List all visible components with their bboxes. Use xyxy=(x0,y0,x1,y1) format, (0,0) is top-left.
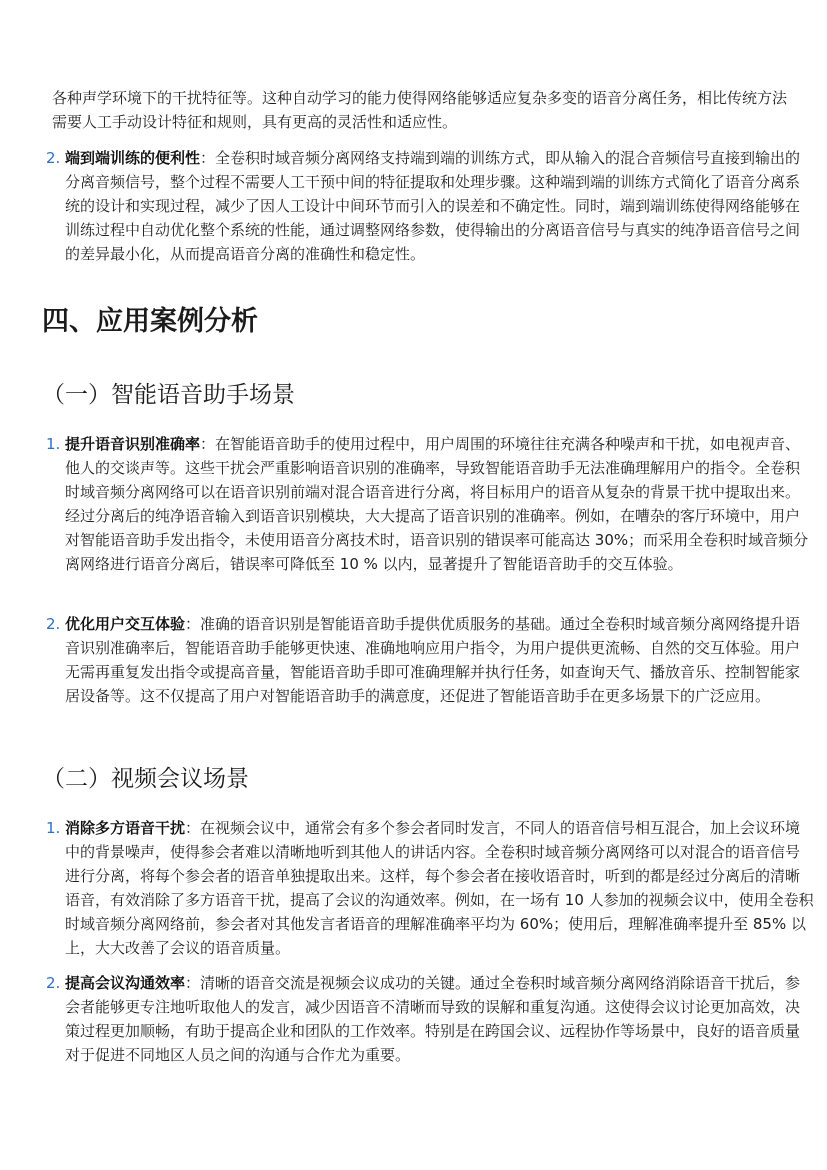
subsection-title-voice-assistant: （一）智能语音助手场景 xyxy=(42,382,295,408)
list-item-colon: ： xyxy=(200,149,216,167)
list-item-colon: ： xyxy=(200,435,216,453)
list-item-user-experience xyxy=(46,612,814,708)
list-item-colon: ： xyxy=(185,974,201,992)
list-item-lead: 提升语音识别准确率 xyxy=(65,435,201,453)
list-item-asr-accuracy xyxy=(46,432,814,576)
list-item-lead: 提高会议沟通效率 xyxy=(65,974,186,992)
list-item-body xyxy=(65,816,814,960)
list-item-body xyxy=(65,971,814,1067)
list-item-end-to-end xyxy=(46,146,814,266)
list-item-colon: ： xyxy=(185,615,201,633)
list-item-body xyxy=(65,146,814,266)
list-number: 2. xyxy=(46,615,61,633)
list-item-text: 全卷积时域音频分离网络支持端到端的训练方式，即从输入的混合音频信号直接到输出的分离音频信号，整个过程不需要人工干预中间的特征提取和处理步骤。这种端到端的训练方式简化了语音分离系统的设计和实现过程，减少了因人工设计中间环节而引入的误差和不确定性。同时，端到端训练使得网络能够在训练过程中自动优化整个系统的性能，通过调整网络参数，使得输出的分离语音信号与真实的纯净语音信号之间的差异最小化，从而提高语音分离的准确性和稳定性。 xyxy=(65,149,801,263)
list-number: 2. xyxy=(46,974,61,992)
subsection-title-video-conference: （二）视频会议场景 xyxy=(42,766,249,792)
list-item-meeting-efficiency xyxy=(46,971,814,1067)
list-number: 2. xyxy=(46,149,61,167)
list-item-colon: ： xyxy=(185,819,201,837)
list-item-text: 在视频会议中，通常会有多个参会者同时发言，不同人的语音信号相互混合，加上会议环境中的背景噪声，使得参会者难以清晰地听到其他人的讲话内容。全卷积时域音频分离网络可以对混合的语音信号进行分离，将每个参会者的语音单独提取出来。这样，每个参会者在接收语音时，听到的都是经过分离后的清晰语音，有效消除了多方语音干扰，提高了会议的沟通效率。例如，在一场有 10 人参加的视频会议中，使用全卷积时域音频分离网络前，参会者对其他发言者语音的理解准确率平均为 60%；使用后，理解准确率提升至 85% 以上，大大改善了会议的语音质量。 xyxy=(65,819,814,957)
list-item-body xyxy=(65,612,814,708)
list-item-multi-speaker xyxy=(46,816,814,960)
list-item-lead: 消除多方语音干扰 xyxy=(65,819,186,837)
list-item-lead: 优化用户交互体验 xyxy=(65,615,186,633)
list-item-lead: 端到端训练的便利性 xyxy=(65,149,201,167)
list-number: 1. xyxy=(46,435,61,453)
list-item-text: 准确的语音识别是智能语音助手提供优质服务的基础。通过全卷积时域音频分离网络提升语音识别准确率后，智能语音助手能够更快速、准确地响应用户指令，为用户提供更流畅、自然的交互体验。用户无需再重复发出指令或提高音量，智能语音助手即可准确理解并执行任务，如查询天气、播放音乐、控制智能家居设备等。这不仅提高了用户对智能语音助手的满意度，还促进了智能语音助手在更多场景下的广泛应用。 xyxy=(65,615,801,705)
list-item-text: 清晰的语音交流是视频会议成功的关键。通过全卷积时域音频分离网络消除语音干扰后，参会者能够更专注地听取他人的发言，减少因语音不清晰而导致的误解和重复沟通。这使得会议讨论更加高效，决策过程更加顺畅，有助于提高企业和团队的工作效率。特别是在跨国会议、远程协作等场景中，良好的语音质量对于促进不同地区人员之间的沟通与合作尤为重要。 xyxy=(65,974,801,1064)
list-item-text: 在智能语音助手的使用过程中，用户周围的环境往往充满各种噪声和干扰，如电视声音、他人的交谈声等。这些干扰会严重影响语音识别的准确率，导致智能语音助手无法准确理解用户的指令。全卷积时域音频分离网络可以在语音识别前端对混合语音进行分离，将目标用户的语音从复杂的背景干扰中提取出来。经过分离后的纯净语音输入到语音识别模块，大大提高了语音识别的准确率。例如，在嘈杂的客厅环境中，用户对智能语音助手发出指令，未使用语音分离技术时，语音识别的错误率可能高达 30%；而采用全卷积时域音频分离网络进行语音分离后，错误率可降低至 10 % 以内，显著提升了智能语音助手的交互体验。 xyxy=(65,435,809,573)
intro-paragraph: 各种声学环境下的干扰特征等。这种自动学习的能力使得网络能够适应复杂多变的语音分离任务，相比传统方法需要人工手动设计特征和规则，具有更高的灵活性和适应性。 xyxy=(52,89,788,131)
section-title: 四、应用案例分析 xyxy=(42,306,258,337)
list-number: 1. xyxy=(46,819,61,837)
list-item-body xyxy=(65,432,814,576)
